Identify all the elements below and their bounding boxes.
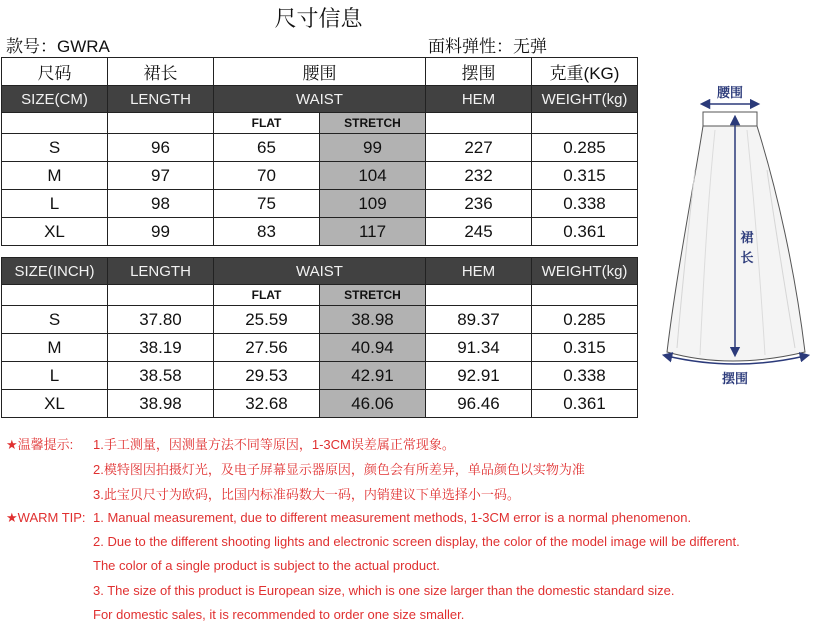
warm-tip-heading-en: ★WARM TIP:: [6, 510, 86, 525]
cell-waist-stretch: 109: [320, 190, 426, 218]
header-hem: HEM: [426, 86, 532, 113]
cell-waist-stretch: 42.91: [320, 362, 426, 390]
sub-header-row: [2, 285, 638, 306]
header-length: LENGTH: [108, 258, 214, 285]
cell-waist-flat: 25.59: [214, 306, 320, 334]
cell-hem: 91.34: [426, 334, 532, 362]
sub-header-flat: FLAT: [214, 285, 320, 306]
cell-weight: 0.315: [532, 334, 638, 362]
header-length: LENGTH: [108, 86, 214, 113]
warm-tip-line: 1. Manual measurement, due to different measurement methods, 1-3CM error is a normal phenomenon.: [93, 510, 692, 525]
header-weight-cn: 克重(KG): [532, 58, 638, 86]
header-hem-cn: 摆围: [426, 58, 532, 86]
hem-label: 摆围: [721, 372, 749, 387]
cell-hem: 232: [426, 162, 532, 190]
header-weight: WEIGHT(kg): [532, 258, 638, 285]
header-size: SIZE(CM): [2, 86, 108, 113]
header-row-en: [2, 86, 638, 113]
table-row: [2, 334, 638, 362]
skirt-outline: [667, 112, 805, 361]
cell-waist-flat: 65: [214, 134, 320, 162]
cell-waist-stretch: 40.94: [320, 334, 426, 362]
table-row: [2, 190, 638, 218]
header-size: SIZE(INCH): [2, 258, 108, 285]
cell-size: M: [2, 162, 108, 190]
table-row: [2, 362, 638, 390]
table-row: [2, 162, 638, 190]
cell-hem: 92.91: [426, 362, 532, 390]
sub-header-flat: FLAT: [214, 113, 320, 134]
cell-weight: 0.361: [532, 218, 638, 246]
waist-label: 腰围: [716, 86, 744, 101]
header-size-cn: 尺码: [2, 58, 108, 86]
length-label-1: 裙: [740, 231, 754, 246]
cell-length: 96: [108, 134, 214, 162]
cell-waist-flat: 83: [214, 218, 320, 246]
size-table-cm: [1, 57, 638, 246]
cell-hem: 96.46: [426, 390, 532, 418]
header-waist: WAIST: [214, 258, 426, 285]
cell-length: 38.98: [108, 390, 214, 418]
cell-hem: 245: [426, 218, 532, 246]
cell-weight: 0.285: [532, 134, 638, 162]
cell-waist-flat: 27.56: [214, 334, 320, 362]
cell-length: 38.58: [108, 362, 214, 390]
cell-length: 98: [108, 190, 214, 218]
table-row: [2, 390, 638, 418]
style-number: 款号：GWRA: [6, 37, 110, 56]
cell-length: 99: [108, 218, 214, 246]
cell-weight: 0.361: [532, 390, 638, 418]
cell-waist-flat: 75: [214, 190, 320, 218]
sub-header-stretch: STRETCH: [320, 285, 426, 306]
cell-size: L: [2, 190, 108, 218]
warm-tip-line: For domestic sales, it is recommended to order one size smaller.: [93, 607, 465, 622]
cell-size: S: [2, 306, 108, 334]
cell-waist-stretch: 46.06: [320, 390, 426, 418]
cell-size: XL: [2, 390, 108, 418]
cell-length: 97: [108, 162, 214, 190]
warm-tip-line: 1.手工测量，因测量方法不同等原因，1-3CM误差属正常现象。: [93, 437, 455, 452]
header-waist-cn: 腰围: [214, 58, 426, 86]
cell-weight: 0.285: [532, 306, 638, 334]
length-label-2: 长: [740, 251, 754, 266]
page-title: 尺寸信息: [274, 6, 363, 31]
warm-tip-line: 2.模特图因拍摄灯光，及电子屏幕显示器原因，颜色会有所差异，单品颜色以实物为准: [93, 462, 585, 477]
warm-tip-line: 3.此宝贝尺寸为欧码，比国内标准码数大一码，内销建议下单选择小一码。: [93, 487, 520, 502]
cell-size: L: [2, 362, 108, 390]
header-hem: HEM: [426, 258, 532, 285]
size-table-inch: [1, 257, 638, 418]
sub-header-row: [2, 113, 638, 134]
cell-hem: 89.37: [426, 306, 532, 334]
skirt-diagram: [655, 80, 820, 390]
table-row: [2, 134, 638, 162]
header-row-cn: [2, 58, 638, 86]
cell-size: S: [2, 134, 108, 162]
table-row: [2, 306, 638, 334]
cell-waist-stretch: 117: [320, 218, 426, 246]
warm-tip-line: 3. The size of this product is European size, which is one size larger than the domestic standard size.: [93, 583, 675, 598]
cell-weight: 0.315: [532, 162, 638, 190]
cell-weight: 0.338: [532, 190, 638, 218]
cell-size: XL: [2, 218, 108, 246]
cell-hem: 236: [426, 190, 532, 218]
cell-waist-flat: 32.68: [214, 390, 320, 418]
cell-hem: 227: [426, 134, 532, 162]
cell-length: 38.19: [108, 334, 214, 362]
sub-header-stretch: STRETCH: [320, 113, 426, 134]
warm-tip-section: [0, 430, 823, 644]
cell-weight: 0.338: [532, 362, 638, 390]
cell-size: M: [2, 334, 108, 362]
header-length-cn: 裙长: [108, 58, 214, 86]
header-waist: WAIST: [214, 86, 426, 113]
header-weight: WEIGHT(kg): [532, 86, 638, 113]
cell-waist-stretch: 104: [320, 162, 426, 190]
warm-tip-line: 2. Due to the different shooting lights and electronic screen display, the color of the model image will be different.: [93, 534, 740, 549]
header-row-en: [2, 258, 638, 285]
table-row: [2, 218, 638, 246]
cell-waist-flat: 70: [214, 162, 320, 190]
cell-waist-stretch: 38.98: [320, 306, 426, 334]
warm-tip-heading-cn: ★温馨提示:: [6, 437, 74, 452]
cell-length: 37.80: [108, 306, 214, 334]
warm-tip-line: The color of a single product is subject to the actual product.: [93, 558, 440, 573]
cell-waist-stretch: 99: [320, 134, 426, 162]
fabric-elasticity: 面料弹性：无弹: [428, 37, 547, 56]
cell-waist-flat: 29.53: [214, 362, 320, 390]
